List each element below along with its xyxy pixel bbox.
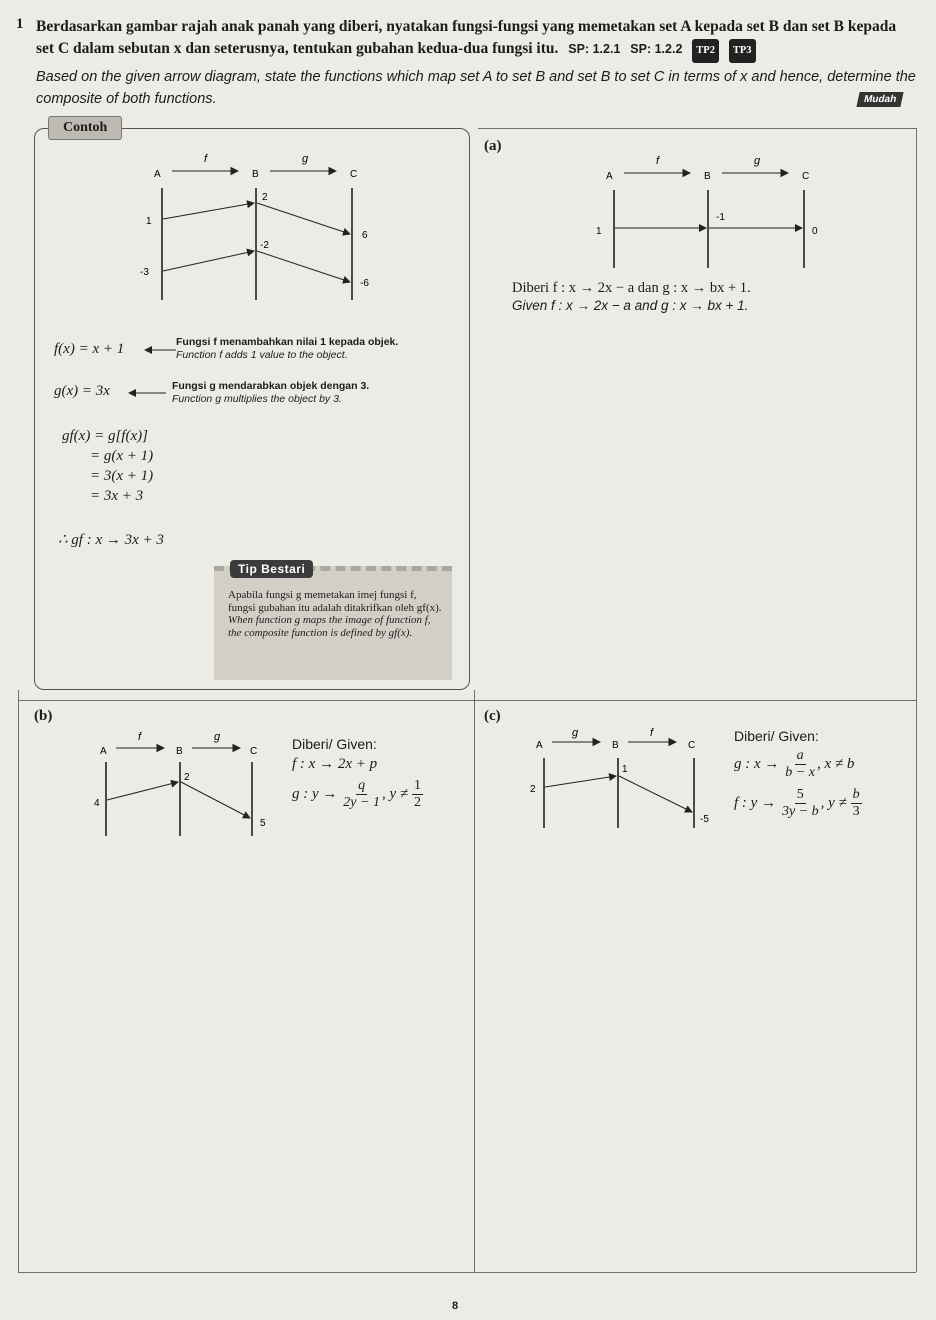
example-c1: 6 [362, 230, 368, 241]
example-conclusion: ∴ gf : x → 3x + 3 [58, 532, 164, 548]
part-a-given-ms: Diberi f : x → 2x − a dan g : x → bx + 1. [512, 280, 751, 296]
part-b-f-label: f [138, 731, 142, 743]
part-b-g-left: g : y → [292, 786, 338, 803]
part-a-a1: 1 [596, 226, 602, 237]
part-b-arrow-diagram [84, 724, 284, 836]
example-step-4: = 3x + 3 [90, 488, 144, 504]
part-c-given [734, 726, 862, 820]
part-b-g-label: g [214, 731, 221, 743]
tip-title: Tip Bestari [230, 560, 313, 578]
example-arrow-m3-m2 [163, 251, 254, 271]
example-g-pointer [128, 386, 168, 400]
part-c-arrow-diagram [524, 724, 724, 836]
part-b-f-definition: f : x → 2x + p [292, 756, 378, 772]
part-c-g-den: b − x [785, 765, 815, 780]
tp3-badge: TP3 [729, 39, 756, 63]
part-c-g-definition [734, 748, 862, 781]
example-b2: -2 [260, 240, 269, 251]
part-c-b1: 1 [622, 764, 628, 775]
example-f-pointer [144, 343, 178, 357]
question-text-ms-body: Berdasarkan gambar rajah anak panah yang diberi, nyatakan fungsi-fungsi yang memetakan set A kepada set B dan set B kepada set C dalam sebutan x dan seterusnya, tentukan gubahan kedua-dua fungsi itu. [36, 18, 897, 57]
part-b-arrow-f [107, 782, 178, 800]
part-b-g-cond-fraction [412, 778, 423, 811]
example-f-note [176, 336, 466, 362]
part-b-g-cond: , y ≠ [381, 786, 409, 803]
part-c-f-cond-fraction [851, 787, 862, 820]
part-b-given [292, 734, 423, 811]
part-b-g-fraction [341, 778, 382, 811]
part-c-a1: 2 [530, 784, 536, 795]
part-b-b1: 2 [184, 772, 190, 783]
part-c-g-cond: , x ≠ b [816, 756, 855, 773]
example-arrow-m2-m6 [257, 251, 350, 282]
tip-text-en: When function g maps the image of function f, the composite function is defined by gf(x). [228, 614, 431, 639]
question-text-ms [36, 16, 916, 63]
part-a-c1: 0 [812, 226, 818, 237]
part-b-arrow-g [181, 782, 250, 818]
part-b-g-cond-num: 1 [414, 778, 421, 793]
part-a-set-a: A [606, 171, 613, 182]
part-c-set-c: C [688, 740, 696, 751]
part-c-set-a: A [536, 740, 543, 751]
example-set-b: B [252, 169, 259, 180]
part-a-g-label: g [754, 155, 761, 167]
tip-text-ms: Apabila fungsi g memetakan imej fungsi f, fungsi gubahan itu adalah ditakrifkan oleh gf(x). [228, 589, 442, 614]
part-c-f-left: f : y → [734, 795, 777, 812]
example-c2: -6 [360, 278, 369, 289]
part-a-f-label: f [656, 155, 660, 167]
tip-box [214, 566, 452, 680]
part-a-b1: -1 [716, 212, 725, 223]
part-c-given-label: Diberi/ Given: [734, 728, 819, 744]
example-label: Contoh [48, 116, 122, 140]
part-c-label: (c) [484, 708, 501, 724]
page-number: 8 [452, 1300, 459, 1312]
part-c-f-definition [734, 787, 862, 820]
example-g-note [172, 380, 462, 406]
sp-tag-1: SP: 1.2.1 [568, 42, 621, 56]
part-b-given-label: Diberi/ Given: [292, 736, 377, 752]
part-b-set-b: B [176, 746, 183, 757]
part-c-f-num: 5 [796, 787, 804, 802]
example-set-c: C [350, 169, 358, 180]
grid-bottom-line [18, 1272, 916, 1273]
example-step-3: = 3(x + 1) [90, 468, 154, 484]
part-c-f-label: f [650, 727, 654, 739]
part-b-set-a: A [100, 746, 107, 757]
part-c-f-cond-den: 3 [852, 804, 860, 819]
example-a1: 1 [146, 216, 152, 227]
example-f-note-ms: Fungsi f menambahkan nilai 1 kepada objek. [176, 336, 399, 348]
part-c-arrow-g [545, 776, 616, 787]
part-c-c1: -5 [700, 814, 709, 825]
part-c-f-fraction [780, 787, 821, 820]
grid-top-right [478, 128, 916, 129]
part-b-c1: 5 [260, 818, 266, 829]
example-f-note-en: Function f adds 1 value to the object. [176, 349, 348, 361]
tp2-badge: TP2 [692, 39, 719, 63]
part-b-set-c: C [250, 746, 258, 757]
part-b-g-num: q [358, 778, 366, 793]
part-c-set-b: B [612, 740, 619, 751]
part-a-set-b: B [704, 171, 711, 182]
part-c-arrow-f [619, 776, 692, 812]
grid-right-border [916, 128, 917, 1272]
part-c-g-fraction [783, 748, 817, 781]
part-b-g-definition [292, 778, 423, 811]
example-b1: 2 [262, 192, 268, 203]
part-a-label: (a) [484, 138, 502, 154]
example-f-label: f [204, 153, 208, 165]
part-b-g-cond-den: 2 [414, 795, 421, 810]
part-b-label: (b) [34, 708, 53, 724]
part-c-f-den: 3y − b [781, 804, 819, 819]
part-b-a1: 4 [94, 798, 100, 809]
part-c-g-left: g : x → [734, 756, 780, 773]
example-arrow-1-2 [163, 203, 254, 219]
example-set-a: A [154, 169, 161, 180]
grid-left-border [18, 690, 19, 1272]
level-badge: Mudah [856, 92, 903, 107]
example-step-1: gf(x) = g[f(x)] [62, 428, 148, 444]
example-g-label: g [302, 153, 309, 165]
question-text-en: Based on the given arrow diagram, state the functions which map set A to set B and set B to set C in terms of x and hence, determine the composite of both functions. [36, 69, 916, 107]
part-c-g-label: g [572, 727, 579, 739]
example-step-2: = g(x + 1) [90, 448, 154, 464]
example-arrow-2-6 [257, 203, 350, 234]
example-g-note-ms: Fungsi g mendarabkan objek dengan 3. [172, 380, 370, 392]
question-number: 1 [16, 16, 24, 32]
grid-center-divider [474, 690, 475, 1272]
part-b-g-den: 2y − 1 [343, 795, 380, 810]
example-f-definition: f(x) = x + 1 [54, 341, 125, 357]
part-a-arrow-diagram [590, 148, 830, 268]
example-a2: -3 [140, 267, 149, 278]
part-c-f-cond: , y ≠ [820, 795, 847, 812]
grid-middle-line [18, 700, 916, 701]
example-g-note-en: Function g multiplies the object by 3. [172, 393, 342, 405]
example-arrow-diagram [130, 140, 390, 300]
part-a-given-en: Given f : x → 2x − a and g : x → bx + 1. [512, 298, 749, 313]
part-a-set-c: C [802, 171, 810, 182]
part-c-g-num: a [796, 748, 804, 763]
part-c-f-cond-num: b [852, 787, 860, 802]
sp-tag-2: SP: 1.2.2 [630, 42, 683, 56]
example-g-definition: g(x) = 3x [54, 383, 110, 399]
